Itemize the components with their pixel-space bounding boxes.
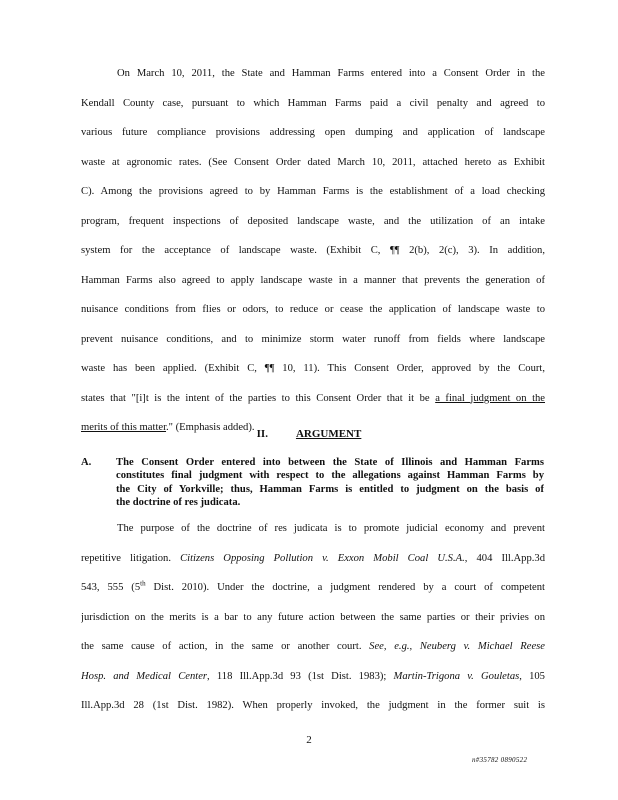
text-line: C). Among the provisions agreed to by Hamman Farms is the establishment of a load checking xyxy=(81,186,545,197)
emphasis-underline: merits of this matter xyxy=(81,422,167,433)
text-segment: 543, 555 (5 xyxy=(81,582,141,593)
text-line: prevent nuisance conditions, and to minimize storm water runoff from fields where landscape xyxy=(81,333,545,345)
text-line: The purpose of the doctrine of res judicata is to promote judicial economy and prevent xyxy=(117,523,545,534)
text-line xyxy=(81,384,545,414)
section-number: II. xyxy=(256,428,268,440)
text-line: system for the acceptance of landscape waste. (Exhibit C, ¶¶ 2(b), 2(c), 3). In addition, xyxy=(81,245,545,256)
text-line: nuisance conditions from flies or odors, to reduce or cease the application of landscape waste to xyxy=(81,304,545,315)
subheading-line: the doctrine of res judicata. xyxy=(116,497,241,509)
subheading-line: The Consent Order entered into between the State of Illinois and Hamman Farms xyxy=(116,457,544,468)
text-line: jurisdiction on the merits is a bar to any future action between the same parties or their privies on xyxy=(81,611,545,623)
section-title: ARGUMENT xyxy=(295,428,362,440)
case-citation: Citizens Opposing Pollution v. Exxon Mobil Coal U.S.A. xyxy=(180,552,465,564)
page-number: 2 xyxy=(306,734,312,746)
text-line: Ill.App.3d 28 (1st Dist. 1982). When properly invoked, the judgment in the former suit is xyxy=(81,700,545,711)
text-segment: ." (Emphasis added). xyxy=(166,422,255,433)
subheading-letter: A. xyxy=(81,457,92,468)
text-segment: Dist. 2010). Under the doctrine, a judgment rendered by a court of competent xyxy=(145,582,545,593)
section-heading xyxy=(0,428,618,440)
case-citation: See, e.g., Neuberg v. Michael Reese xyxy=(369,641,545,652)
text-line: On March 10, 2011, the State and Hamman Farms entered into a Consent Order in the xyxy=(117,68,545,79)
text-line: various future compliance provisions addressing open dumping and application of landscape xyxy=(81,127,545,138)
superscript: th xyxy=(140,579,146,588)
text-line: waste at agronomic rates. (See Consent Order dated March 10, 2011, attached hereto as Exhibit xyxy=(81,156,545,168)
text-segment: , 118 Ill.App.3d 93 (1st Dist. 1983); xyxy=(207,670,394,682)
subheading-line: the City of Yorkville; thus, Hamman Farms is entitled to judgment on the basis of xyxy=(116,483,544,495)
paragraph-res-judicata xyxy=(81,514,545,721)
emphasis-underline: a final judgment on the xyxy=(435,392,545,404)
text-segment: , 404 Ill.App.3d xyxy=(464,552,545,564)
document-id: n#35782 0890522 xyxy=(472,756,528,764)
case-citation: Martin-Trigona v. Gouletas xyxy=(393,670,520,682)
subheading-text xyxy=(116,456,544,510)
text-line xyxy=(81,573,545,603)
case-citation: Hosp. and Medical Center xyxy=(81,670,208,682)
text-segment: repetitive litigation. xyxy=(81,552,181,564)
text-segment: the same cause of action, in the same or another court. xyxy=(81,641,370,652)
paragraph-consent-order xyxy=(81,59,545,443)
text-line xyxy=(81,632,545,662)
text-line xyxy=(81,662,545,692)
text-segment: states that "[i]t is the intent of the parties to this Consent Order that it be xyxy=(81,392,436,404)
text-line: Kendall County case, pursuant to which Hamman Farms paid a civil penalty and agreed to xyxy=(81,97,545,109)
text-segment: , 105 xyxy=(519,670,545,682)
subheading-line: constitutes final judgment with respect to the allegations against Hamman Farms by xyxy=(116,470,544,482)
text-line xyxy=(81,544,545,574)
text-line: program, frequent inspections of deposited landscape waste, and the utilization of an intake xyxy=(81,215,545,227)
text-line: Hamman Farms also agreed to apply landscape waste in a manner that prevents the generation of xyxy=(81,274,545,286)
text-line: waste has been applied. (Exhibit C, ¶¶ 10, 11). This Consent Order, approved by the Court, xyxy=(81,363,545,374)
